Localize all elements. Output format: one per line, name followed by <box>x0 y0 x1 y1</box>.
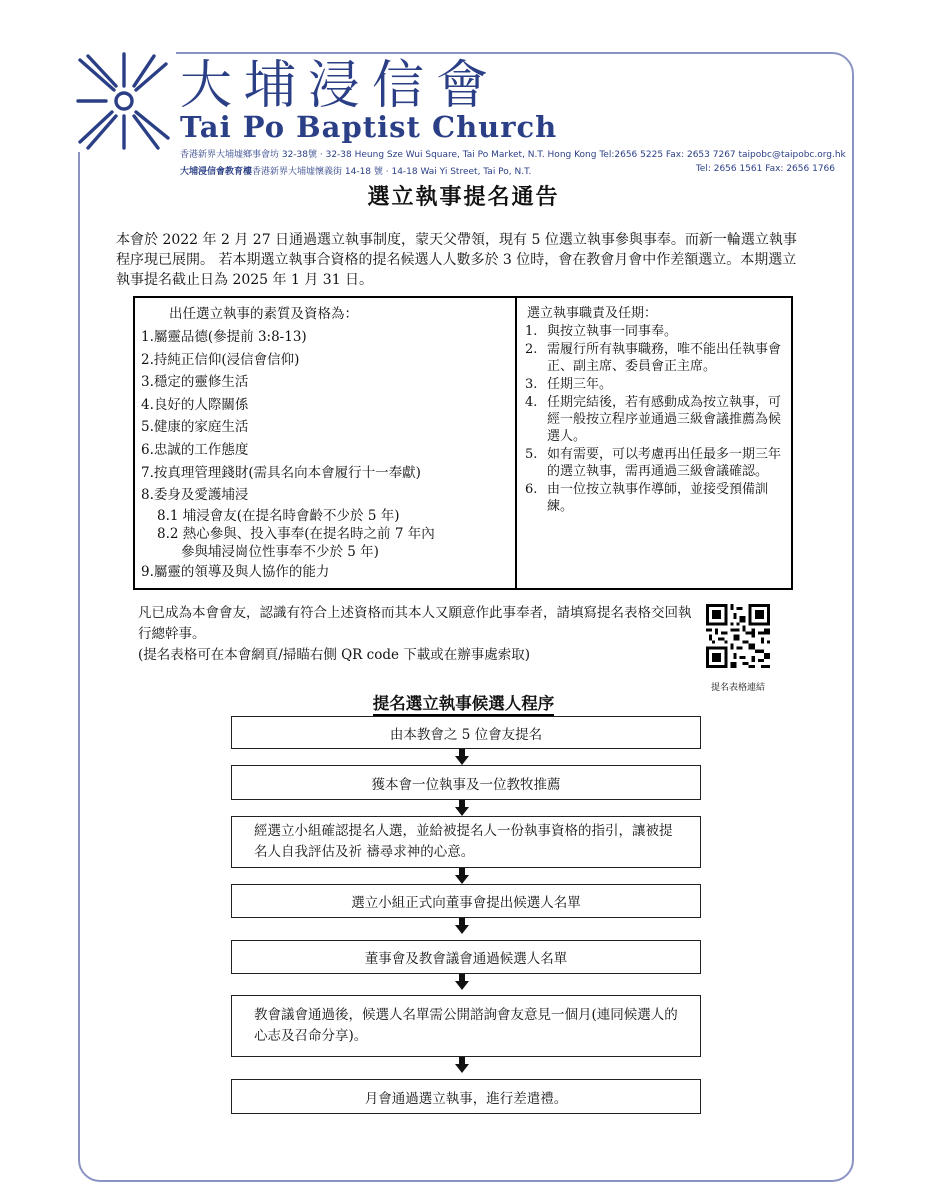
address-main: 香港新界大埔墟鄉事會坊 32-38號 ‧ 32-38 Heung Sze Wui Square, Tai Po Market, N.T. Hong Kong Tel:2656 5225 Fax: 2653 7267 taipobc@taipobc.org.hk <box>180 150 846 160</box>
duty-number: 5. <box>525 447 538 462</box>
duty-item <box>525 341 783 375</box>
qualification-item: 1.屬靈品德(參提前 3:8-13) <box>141 329 307 345</box>
church-logo-icon <box>74 50 176 152</box>
duty-text: 需履行所有執事職務，唯不能出任執事會正、副主席、委員會正主席。 <box>547 342 782 374</box>
qualification-item: 7.按真理管理錢財(需具名向本會履行十一奉獻) <box>141 464 421 481</box>
procedure-step: 由本教會之 5 位會友提名 <box>231 716 701 749</box>
qualification-subitem-continued: 參與埔浸崗位性事奉不少於 5 年) <box>181 543 379 560</box>
qualification-item: 5.健康的家庭生活 <box>141 419 249 436</box>
arrow-down-icon <box>455 974 469 990</box>
qualifications-heading: 出任選立執事的素質及資格為： <box>169 306 358 322</box>
duty-number: 3. <box>525 377 538 392</box>
duty-text: 任期完結後，若有感動成為按立執事，可經一般按立程序並通過三級會議推薦為候選人。 <box>547 395 782 444</box>
qualification-subitem: 8.1 埔浸會友(在提名時會齡不少於 5 年) <box>157 507 400 524</box>
arrow-down-icon <box>455 800 469 816</box>
education-building-contact: Tel: 2656 1561 Fax: 2656 1766 <box>695 164 835 174</box>
duty-text: 如有需要，可以考慮再出任最多一期三年的選立執事，需再通過三級會議確認。 <box>547 447 782 479</box>
arrow-down-icon <box>455 918 469 934</box>
procedure-title-text: 提名選立執事候選人程序 <box>373 694 555 716</box>
duty-item <box>525 481 783 515</box>
duty-item <box>525 376 783 393</box>
duty-item <box>525 394 783 445</box>
duty-text: 任期三年。 <box>547 377 613 392</box>
qr-code-icon[interactable] <box>706 604 770 668</box>
qualification-item: 3.穩定的靈修生活 <box>141 374 249 391</box>
procedure-step: 董事會及教會議會通過候選人名單 <box>231 940 701 974</box>
duty-text: 由一位按立執事作導師，並接受預備訓練。 <box>547 482 769 514</box>
qr-code-label: 提名表格連結 <box>710 683 765 693</box>
info-table <box>133 296 793 590</box>
procedure-step: 獲本會一位執事及一位教牧推薦 <box>231 765 701 800</box>
duty-number: 6. <box>525 482 538 497</box>
church-name-english: Tai Po Baptist Church <box>180 110 558 144</box>
qualifications-column <box>135 298 517 588</box>
arrow-down-icon <box>455 749 469 765</box>
duties-column <box>517 298 791 588</box>
qualification-item: 8.委身及愛護埔浸 <box>141 487 249 504</box>
procedure-step: 選立小組正式向董事會提出候選人名單 <box>231 884 701 918</box>
duty-number: 1. <box>525 324 538 339</box>
submission-note <box>138 603 694 666</box>
education-building-address: 香港新界大埔墟懷義街 14-18 號 ‧ 14-18 Wai Yi Street, Tai Po, N.T. <box>252 167 532 177</box>
qualification-item: 9.屬靈的領導及與人協作的能力 <box>141 563 330 580</box>
duty-text: 與按立執事一同事奉。 <box>547 324 678 339</box>
arrow-down-icon <box>455 1057 469 1073</box>
page-title: 選立執事提名通告 <box>367 184 560 210</box>
qualification-subitem: 8.2 熱心參與、投入事奉(在提名時之前 7 年內 <box>157 525 435 542</box>
education-building-name: 大埔浸信會教育樓 <box>180 167 253 177</box>
intro-paragraph: 本會於 2022 年 2 月 27 日通過選立執事制度，蒙天父帶領，現有 5 位選立執事參與事奉。而新一輪選立執事程序現已展開。 若本期選立執事合資格的提名候選人人數多於 3 位時，會在教會月會中作差額選立。本期選立執事提名截止日為 2025 年 1 月 31 日。 <box>116 232 797 288</box>
procedure-step: 經選立小組確認提名人選，並給被提名人一份執事資格的指引，讓被提名人自我評估及祈 禱尋求神的心意。 <box>231 816 701 868</box>
procedure-step: 教會議會通過後，候選人名單需公開諮詢會友意見一個月(連同候選人的心志及召命分享)。 <box>231 995 701 1057</box>
arrow-down-icon <box>455 868 469 884</box>
church-name-chinese: 大埔浸信會 <box>180 56 501 116</box>
download-note-text: (提名表格可在本會網頁/掃瞄右側 QR code 下載或在辦事處索取) <box>138 647 531 663</box>
address-education-building <box>180 164 835 177</box>
procedure-step: 月會通過選立執事，進行差遣禮。 <box>231 1079 701 1114</box>
qualification-item: 4.良好的人際關係 <box>141 396 249 413</box>
procedure-title <box>0 690 927 714</box>
duties-heading: 選立執事職責及任期： <box>527 306 658 321</box>
duty-item <box>525 323 783 340</box>
qualification-item: 6.忠誠的工作態度 <box>141 441 249 458</box>
duty-number: 4. <box>525 395 538 410</box>
duty-item <box>525 446 783 480</box>
submission-note-text: 凡已成為本會會友，認識有符合上述資格而其本人又願意作此事奉者，請填寫提名表格交回執行總幹事。 <box>138 605 692 642</box>
duty-number: 2. <box>525 342 538 357</box>
qualification-item: 2.持純正信仰(浸信會信仰) <box>141 351 300 368</box>
